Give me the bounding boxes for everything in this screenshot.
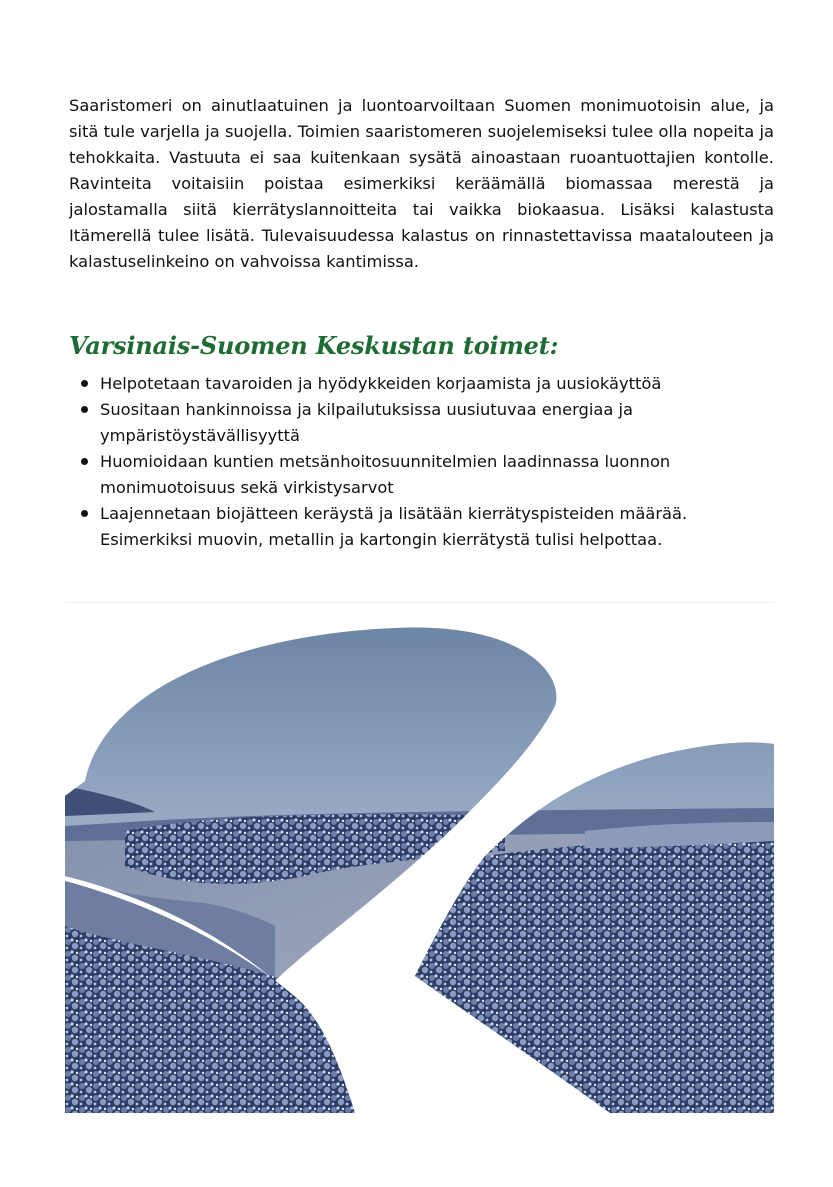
action-list — [69, 371, 774, 553]
list-item — [69, 501, 774, 553]
list-item — [69, 371, 774, 397]
divider — [65, 602, 774, 603]
list-item-text: Helpotetaan tavaroiden ja hyödykkeiden korjaamista ja uusiokäyttöä — [100, 374, 662, 393]
archipelago-photo — [65, 626, 774, 1113]
list-item-text: Laajennetaan biojätteen keräystä ja lisätään kierrätyspisteiden määrää. Esimerkiksi muovin, metallin ja kartongin kierrätystä tulisi helpottaa. — [100, 504, 688, 549]
bullet-icon — [81, 510, 88, 517]
bullet-icon — [81, 380, 88, 387]
list-item — [69, 397, 774, 449]
bullet-icon — [81, 458, 88, 465]
section-heading: Varsinais-Suomen Keskustan toimet: — [69, 331, 559, 360]
bullet-icon — [81, 406, 88, 413]
list-item-text: Suositaan hankinnoissa ja kilpailutuksissa uusiutuvaa energiaa ja ympäristöystävällisyyttä — [100, 400, 634, 445]
intro-paragraph: Saaristomeri on ainutlaatuinen ja luontoarvoiltaan Suomen monimuotoisin alue, ja sitä tule varjella ja suojella. Toimien saaristomeren suojelemiseksi tulee olla nopeita ja tehokkaita. Vastuuta ei saa kuitenkaan sysätä ainoastaan ruoantuottajien kontolle. Ravinteita voitaisiin poistaa esimerkiksi keräämällä biomassaa merestä ja jalostamalla siitä kierrätyslannoitteita tai vaikka biokaasua. Lisäksi kalastusta Itämerellä tulee lisätä. Tulevaisuudessa kalastus on rinnastettavissa maatalouteen ja kalastuselinkeino on vahvoissa kantimissa. — [69, 96, 774, 271]
list-item — [69, 449, 774, 501]
list-item-text: Huomioidaan kuntien metsänhoitosuunnitelmien laadinnassa luonnon monimuotoisuus sekä virkistysarvot — [100, 452, 671, 497]
